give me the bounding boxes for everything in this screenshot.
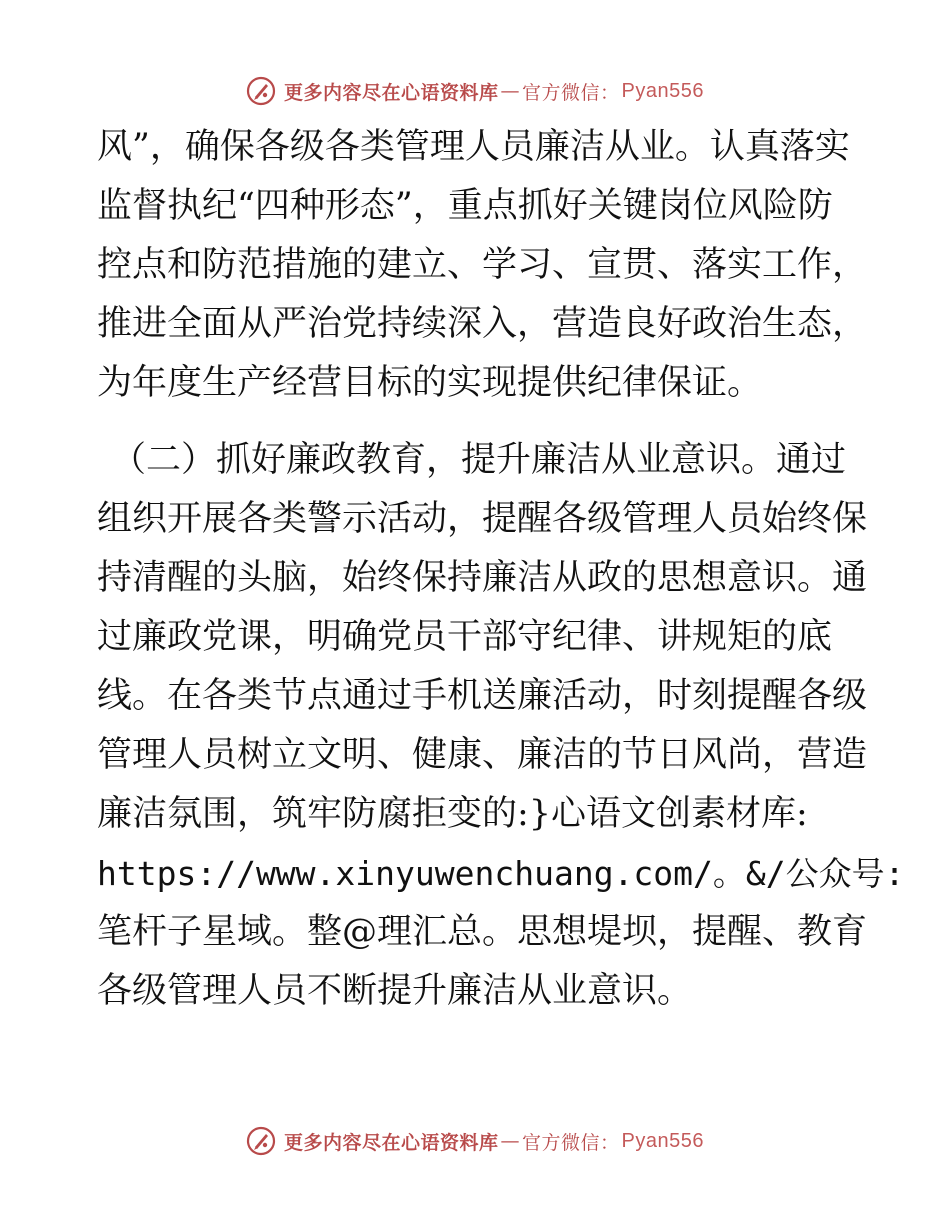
footer-banner [0, 1124, 950, 1158]
url-text-line: https://www.xinyuwenchuang.com/。&/公众号: [97, 854, 905, 893]
quill-logo-icon [246, 76, 276, 106]
text-line: 为年度生产经营目标的实现提供纪律保证。 [97, 363, 763, 403]
text-line: 笔杆子星域。整@理汇总。思想堤坝，提醒、教育 [97, 912, 868, 952]
text-line: 持清醒的头脑，始终保持廉洁从政的思想意识。通 [97, 558, 868, 598]
paragraph-1 [97, 118, 868, 413]
text-line: 风”，确保各级各类管理人员廉洁从业。认真落实 [97, 127, 850, 167]
text-line: 监督执纪“四种形态”，重点抓好关键岗位风险防 [97, 186, 833, 226]
banner-wechat-id: Pyan556 [621, 1129, 704, 1152]
text-line: 推进全面从严治党持续深入，营造良好政治生态， [97, 304, 868, 344]
document-body [97, 118, 905, 1021]
banner-official-label: 官方微信： [522, 81, 620, 104]
text-line: 过廉政党课，明确党员干部守纪律、讲规矩的底 [97, 617, 833, 657]
header-banner [0, 74, 950, 108]
text-line: 组织开展各类警示活动，提醒各级管理人员始终保 [97, 499, 868, 539]
banner-separator: — [500, 80, 521, 102]
text-line: 廉洁氛围，筑牢防腐拒变的:}心语文创素材库: [97, 794, 808, 834]
banner-wechat-id: Pyan556 [621, 79, 704, 102]
paragraph-2 [97, 431, 905, 1021]
quill-logo-icon [246, 1126, 276, 1156]
text-line: 线。在各类节点通过手机送廉活动，时刻提醒各级 [97, 676, 868, 716]
banner-official-label: 官方微信： [522, 1131, 620, 1154]
text-line: 各级管理人员不断提升廉洁从业意识。 [97, 971, 693, 1011]
text-line: 管理人员树立文明、健康、廉洁的节日风尚，营造 [97, 735, 868, 775]
banner-text [284, 78, 704, 105]
banner-text [284, 1128, 704, 1155]
banner-promo-text: 更多内容尽在心语资料库 [284, 1131, 499, 1154]
banner-promo-text: 更多内容尽在心语资料库 [284, 81, 499, 104]
section-heading-line: （二）抓好廉政教育，提升廉洁从业意识。通过 [111, 440, 847, 480]
banner-separator: — [500, 1130, 521, 1152]
paragraph-gap [97, 413, 857, 431]
text-line: 控点和防范措施的建立、学习、宣贯、落实工作， [97, 245, 868, 285]
